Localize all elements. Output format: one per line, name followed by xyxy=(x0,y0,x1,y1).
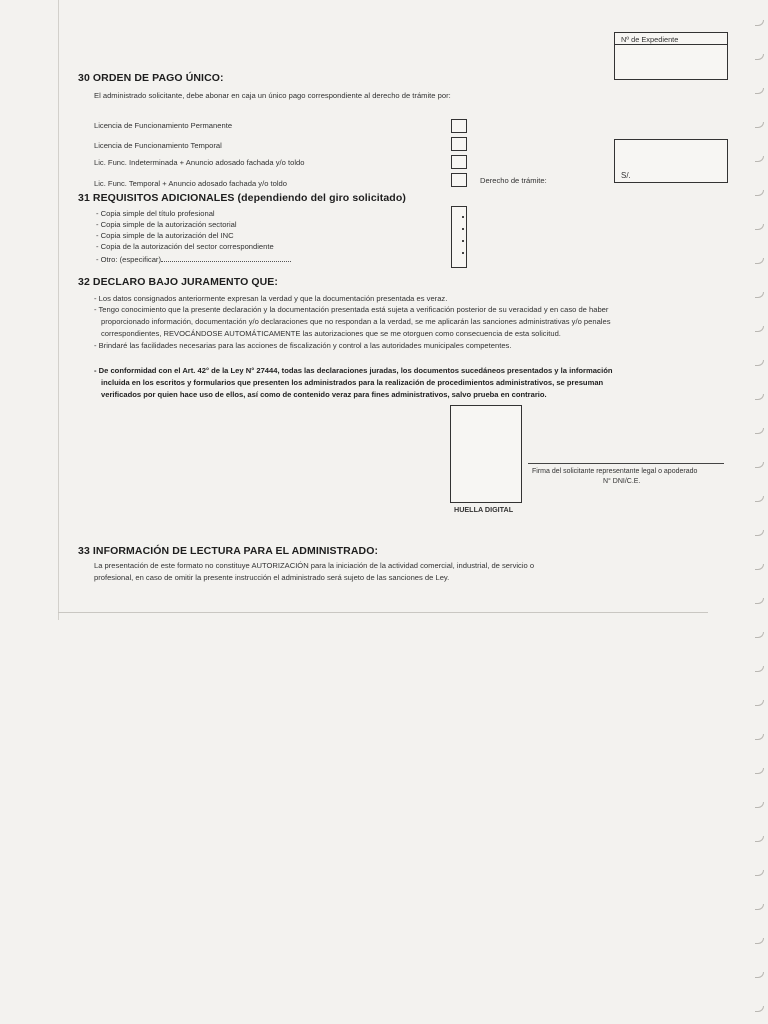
spiral-mark xyxy=(755,496,764,502)
section-30-title: 30 ORDEN DE PAGO ÚNICO: xyxy=(78,72,224,84)
spiral-mark xyxy=(755,54,764,60)
requirement-inc: - Copia simple de la autorización del INC xyxy=(96,231,234,240)
margin-line xyxy=(58,0,59,620)
spiral-mark xyxy=(755,904,764,910)
spiral-binding-edge xyxy=(750,0,764,1024)
option-label-permanent: Licencia de Funcionamiento Permanente xyxy=(94,121,233,130)
legal-line-3: verificados por quien hace uso de ellos, así como de contenido veraz para fines administrativos, salvo prueba en contrario. xyxy=(101,390,547,399)
section-31-title: 31 REQUISITOS ADICIONALES (dependiendo del giro solicitado) xyxy=(78,192,406,204)
declaration-line-5: - Brindaré las facilidades necesarias para las acciones de fiscalización y control a las autoridades municipales competentes. xyxy=(94,341,512,350)
legal-line-1: - De conformidad con el Art. 42° de la Ley N° 27444, todas las declaraciones juradas, los documentos sucedáneos presentados y la información xyxy=(94,366,613,375)
expediente-label: Nº de Expediente xyxy=(621,35,679,44)
spiral-mark xyxy=(755,870,764,876)
option-label-temporal-ad: Lic. Func. Temporal + Anuncio adosado fachada y/o toldo xyxy=(94,179,287,188)
spiral-mark xyxy=(755,666,764,672)
spiral-mark xyxy=(755,700,764,706)
id-label: N° DNI/C.E. xyxy=(603,478,641,485)
spiral-mark xyxy=(755,122,764,128)
spiral-mark xyxy=(755,326,764,332)
section-30-intro: El administrado solicitante, debe abonar en caja un único pago correspondiente al derecho de trámite por: xyxy=(94,91,451,100)
spiral-mark xyxy=(755,768,764,774)
declaration-line-2: - Tengo conocimiento que la presente declaración y la documentación presentada está sujeta a verificación posterior de su veracidad y en caso de haber xyxy=(94,305,609,314)
spiral-mark xyxy=(755,836,764,842)
expediente-divider xyxy=(615,44,727,45)
declaration-line-4: correspondientes, REVOCÁNDOSE AUTOMÁTICAMENTE las autorizaciones que se me otorguen como consecuencia de esta solicitud. xyxy=(101,329,561,338)
spiral-mark xyxy=(755,88,764,94)
section-32-title: 32 DECLARO BAJO JURAMENTO QUE: xyxy=(78,276,278,288)
requirements-checkbox-column[interactable] xyxy=(451,206,467,268)
spiral-mark xyxy=(755,190,764,196)
declaration-line-3: proporcionado información, documentación y/o declaraciones que no respondan a la verdad, se me aplicarán las sanciones administrativas y/o penales xyxy=(101,317,611,326)
fingerprint-label: HUELLA DIGITAL xyxy=(454,505,514,514)
spiral-mark xyxy=(755,360,764,366)
spiral-mark xyxy=(755,462,764,468)
fingerprint-box[interactable] xyxy=(450,405,522,503)
section-33-title: 33 INFORMACIÓN DE LECTURA PARA EL ADMINISTRADO: xyxy=(78,545,379,557)
spiral-mark xyxy=(755,972,764,978)
option-label-temporal: Licencia de Funcionamiento Temporal xyxy=(94,141,222,150)
spiral-mark xyxy=(755,802,764,808)
spiral-mark xyxy=(755,938,764,944)
spiral-mark xyxy=(755,20,764,26)
option-label-indeterminate-ad: Lic. Func. Indeterminada + Anuncio adosado fachada y/o toldo xyxy=(94,158,305,167)
spiral-mark xyxy=(755,292,764,298)
spiral-mark xyxy=(755,258,764,264)
currency-label: S/. xyxy=(621,171,631,180)
fee-label: Derecho de trámite: xyxy=(480,176,547,185)
checkbox-temporal[interactable] xyxy=(451,137,467,151)
spiral-mark xyxy=(755,156,764,162)
requirement-other-label: - Otro: (especificar) xyxy=(96,255,161,264)
spiral-mark xyxy=(755,598,764,604)
spiral-mark xyxy=(755,632,764,638)
spiral-mark xyxy=(755,428,764,434)
other-specify-line[interactable] xyxy=(161,254,291,262)
spiral-mark xyxy=(755,530,764,536)
spiral-mark xyxy=(755,394,764,400)
spiral-mark xyxy=(755,734,764,740)
spiral-mark xyxy=(755,564,764,570)
info-line-2: profesional, en caso de omitir la presente instrucción el administrado será sujeto de las sanciones de Ley. xyxy=(94,573,450,582)
requirement-sector: - Copia de la autorización del sector correspondiente xyxy=(96,242,274,251)
spiral-mark xyxy=(755,1006,764,1012)
form-bottom-border xyxy=(58,612,708,613)
signature-label: Firma del solicitante representante legal o apoderado xyxy=(532,468,698,475)
legal-line-2: incluida en los escritos y formularios que presenten los administrados para la realización de procedimientos administrativos, se presuman xyxy=(101,378,604,387)
checkbox-permanent[interactable] xyxy=(451,119,467,133)
spiral-mark xyxy=(755,224,764,230)
info-line-1: La presentación de este formato no constituye AUTORIZACIÓN para la iniciación de la actividad comercial, industrial, de servicio o xyxy=(94,561,535,570)
expediente-box[interactable] xyxy=(614,32,728,80)
fee-amount-box[interactable] xyxy=(614,139,728,183)
requirement-professional-title: - Copia simple del título profesional xyxy=(96,209,215,218)
requirement-other xyxy=(96,254,291,264)
requirement-sectorial: - Copia simple de la autorización sectorial xyxy=(96,220,237,229)
checkbox-indeterminate-ad[interactable] xyxy=(451,155,467,169)
checkbox-temporal-ad[interactable] xyxy=(451,173,467,187)
declaration-line-1: - Los datos consignados anteriormente expresan la verdad y que la documentación presentada es veraz. xyxy=(94,294,448,303)
signature-line[interactable] xyxy=(528,463,724,464)
